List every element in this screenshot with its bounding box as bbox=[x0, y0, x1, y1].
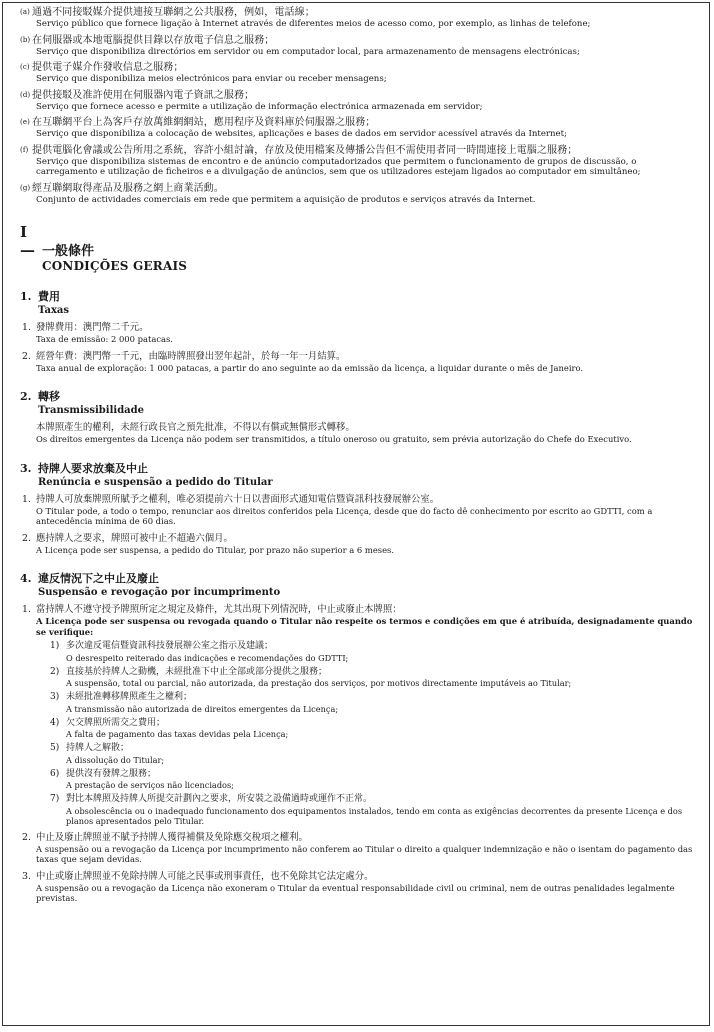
definition-pt: Serviço que disponibiliza meios electrónicos para enviar ou receber mensagens; bbox=[36, 74, 387, 84]
point-number: 1. bbox=[22, 322, 31, 333]
definition-label: (b) bbox=[20, 35, 31, 44]
definition-label: (e) bbox=[20, 118, 30, 126]
definition-zh: 提供接駁及准許使用在伺服器內電子資訊之服務； bbox=[32, 89, 255, 101]
clause-text-zh: 本牌照產生的權利，未經行政長官之預先批准，不得以有償或無償形式轉移。 bbox=[36, 422, 355, 433]
point-pt: O Titular pode, a todo o tempo, renunciar aos direitos conferidos pela Licença, desde que do facto dê conhecimento por escrito ao GDTTI, com a antecedência mínima de 60 dias. bbox=[36, 505, 653, 526]
sub-item bbox=[50, 794, 696, 826]
section-heading bbox=[20, 223, 696, 273]
definition-pt: Conjunto de actividades comerciais em rede que permitem a aquisição de produtos e serviços através da Internet. bbox=[36, 194, 536, 205]
sub-item-zh: 提供沒有發牌之服務； bbox=[66, 768, 157, 779]
clause-title-zh: 違反情況下之中止及廢止 bbox=[38, 572, 159, 585]
definition-pt: Serviço que disponibiliza a colocação de websites, aplicações e bases de dados em servidor acessível através da Internet; bbox=[36, 129, 567, 139]
definition-label: (c) bbox=[20, 63, 30, 71]
definition-zh: 經互聯網取得產品及服務之網上商業活動。 bbox=[32, 182, 224, 194]
sub-item-pt: A falta de pagamento das taxas devidas pela Licença; bbox=[66, 729, 289, 739]
sub-item-zh: 對比本牌照及持牌人所提交計劃內之要求，所安裝之設備過時或運作不正常。 bbox=[66, 794, 373, 804]
clause-point bbox=[22, 604, 696, 637]
point-zh: 中止及廢止牌照並不賦予持牌人獲得補償及免除應交稅項之權利。 bbox=[36, 831, 308, 843]
point-pt: A Licença pode ser suspensa ou revogada quando o Titular não respeite os termos e condições em que é atribuída, designadamente quando se verifique: bbox=[36, 616, 693, 637]
sub-item-pt: A suspensão, total ou parcial, não autorizada, da prestação dos serviços, por motivos directamente imputáveis ao Titular; bbox=[66, 678, 572, 688]
definition-label: (f) bbox=[20, 145, 29, 154]
point-number: 2. bbox=[22, 350, 31, 362]
point-number: 3. bbox=[22, 870, 31, 882]
clause-renuncia bbox=[20, 460, 696, 556]
definition-item bbox=[20, 61, 696, 85]
definition-pt: Serviço público que fornece ligação à Internet através de diferentes meios de acesso como, por exemplo, as linhas de telefone; bbox=[36, 19, 591, 29]
definition-label: (d) bbox=[20, 90, 31, 99]
clause-title-zh: 轉移 bbox=[38, 390, 60, 403]
point-number: 2. bbox=[22, 831, 31, 843]
sub-item bbox=[50, 718, 696, 740]
definition-label: (g) bbox=[20, 183, 31, 192]
point-zh: 當持牌人不遵守授予牌照所定之規定及條件，尤其出現下列情況時，中止或廢止本牌照： bbox=[36, 604, 402, 615]
definitions-list bbox=[20, 6, 696, 205]
section-number: I — bbox=[20, 223, 35, 259]
point-zh: 持牌人可放棄牌照所賦予之權利，唯必須提前六十日以書面形式通知電信暨資訊科技發展辦公室。 bbox=[36, 493, 440, 505]
definition-label: (a) bbox=[20, 8, 30, 16]
sub-item-zh: 欠交牌照所需交之費用； bbox=[66, 717, 166, 728]
sub-item-number: 3) bbox=[50, 692, 60, 702]
point-zh: 應持牌人之要求，牌照可被中止不超過六個月。 bbox=[36, 532, 233, 544]
definition-zh: 在伺服器或本地電腦提供目錄以存放電子信息之服務； bbox=[32, 34, 275, 46]
clause-title-pt: Suspensão e revogação por incumprimento bbox=[38, 587, 281, 598]
clause-point bbox=[22, 351, 696, 374]
definition-zh: 提供電腦化會議或公告所用之系統，容許小組討論，存放及使用檔案及傳播公告但不需使用者同一時間連接上電腦之服務； bbox=[32, 144, 578, 156]
point-pt: A suspensão ou a revogação da Licença não exoneram o Titular da eventual responsabilidade civil ou criminal, nem de outras penalidades legalmente previstas. bbox=[36, 882, 675, 903]
sub-item-number: 5) bbox=[50, 743, 60, 753]
sub-item bbox=[50, 743, 696, 765]
sub-item-pt: A obsolescência ou o inadequado funcionamento dos equipamentos instalados, tendo em conta as exigências decorrentes da presente Licença e dos planos apresentados pelo Titular. bbox=[66, 805, 683, 826]
definition-item bbox=[20, 89, 696, 113]
clause-point bbox=[22, 832, 696, 865]
clause-text-pt: Os direitos emergentes da Licença não podem ser transmitidos, a título oneroso ou gratuito, sem prévia autorização do Chefe do Executivo. bbox=[36, 434, 632, 444]
sub-item bbox=[50, 692, 696, 714]
point-zh: 經營年費：澳門幣一千元，由臨時牌照發出翌年起計，於每一年一月結算。 bbox=[36, 350, 346, 362]
definition-pt: Serviço que disponibiliza sistemas de encontro e de anúncio computadorizados que permitem o funcionamento de grupos de discussão, o carregamento e utilização de ficheiros e a divulgação de anúncios, sem que os utilizadores estejam ligados ao computador em simultâneo; bbox=[36, 156, 641, 177]
document-body bbox=[20, 6, 696, 904]
clause-revogacao bbox=[20, 570, 696, 904]
clause-transmissibilidade bbox=[20, 388, 696, 445]
sub-item-pt: A transmissão não autorizada de direitos emergentes da Licença; bbox=[66, 703, 339, 714]
sub-item-number: 1) bbox=[50, 641, 60, 651]
clause-point bbox=[22, 322, 696, 345]
clause-title-zh: 費用 bbox=[38, 290, 60, 303]
clause-point bbox=[22, 871, 696, 904]
point-pt: A Licença pode ser suspensa, a pedido do Titular, por prazo não superior a 6 meses. bbox=[36, 544, 394, 555]
definition-pt: Serviço que fornece acesso e permite a utilização de informação electrónica armazenada em servidor; bbox=[36, 101, 483, 112]
section-title-zh: 一般條件 bbox=[42, 244, 95, 259]
sub-item bbox=[50, 769, 696, 791]
sub-item-zh: 持牌人之解散； bbox=[66, 743, 130, 753]
sub-item-pt: A prestação de serviços não licenciados; bbox=[66, 780, 234, 790]
clause-text bbox=[36, 422, 696, 445]
sub-item-number: 4) bbox=[50, 717, 60, 728]
clause-taxas bbox=[20, 288, 696, 373]
definition-item bbox=[20, 34, 696, 58]
sub-item-zh: 未經批准轉移牌照產生之權利； bbox=[66, 692, 193, 702]
clause-number: 2. bbox=[20, 390, 32, 403]
sub-item-zh: 多次違反電信暨資訊科技發展辦公室之指示及建議； bbox=[66, 641, 274, 651]
clause-number: 3. bbox=[20, 461, 32, 475]
definition-item bbox=[20, 6, 696, 30]
clause-title-pt: Transmissibilidade bbox=[38, 405, 145, 416]
sub-item-pt: O desrespeito reiterado das indicações e recomendações do GDTTI; bbox=[66, 652, 349, 663]
definition-pt: Serviço que disponibiliza directórios em servidor ou em computador local, para armazenamento de mensagens electrónicas; bbox=[36, 46, 580, 57]
sub-item-pt: A dissolução do Titular; bbox=[66, 754, 165, 765]
point-pt: Taxa de emissão: 2 000 patacas. bbox=[36, 334, 173, 344]
sub-item bbox=[50, 667, 696, 689]
definition-item bbox=[20, 182, 696, 206]
sub-item-number: 6) bbox=[50, 768, 60, 779]
sub-item-zh: 直接基於持牌人之動機，未經批准下中止全部或部分提供之服務； bbox=[66, 666, 328, 677]
section-title-pt: CONDIÇÕES GERAIS bbox=[42, 259, 188, 273]
point-number: 1. bbox=[22, 604, 31, 615]
point-zh: 發牌費用：澳門幣二千元。 bbox=[36, 322, 149, 333]
clause-number: 4. bbox=[20, 572, 32, 585]
clause-point bbox=[22, 533, 696, 556]
clause-title-zh: 持牌人要求放棄及中止 bbox=[38, 461, 148, 475]
point-pt: A suspensão ou a revogação da Licença por incumprimento não conferem ao Titular o direito a qualquer indemnização e não o isentam do pagamento das taxas que sejam devidas. bbox=[36, 843, 693, 864]
point-zh: 中止或廢止牌照並不免除持牌人可能之民事或刑事責任，也不免除其它法定處分。 bbox=[36, 870, 374, 882]
sub-item bbox=[50, 641, 696, 663]
point-number: 1. bbox=[22, 493, 31, 505]
sub-item-number: 2) bbox=[50, 666, 60, 677]
definition-zh: 在互聯網平台上為客戶存放萬維網網站，應用程序及資料庫於伺服器之服務； bbox=[32, 117, 376, 128]
clause-number: 1. bbox=[20, 290, 32, 303]
point-number: 2. bbox=[22, 532, 31, 544]
definition-item bbox=[20, 116, 696, 140]
sub-item-number: 7) bbox=[50, 794, 60, 804]
clause-point bbox=[22, 494, 696, 527]
definition-item bbox=[20, 144, 696, 178]
clause-title-pt: Renúncia e suspensão a pedido do Titular bbox=[38, 476, 273, 488]
point-pt: Taxa anual de exploração: 1 000 patacas, a partir do ano seguinte ao da emissão da licença, a liquidar durante o mês de Janeiro. bbox=[36, 362, 584, 373]
definition-zh: 提供電子媒介作發收信息之服務； bbox=[32, 62, 184, 73]
definition-zh: 通過不同接駁媒介提供連接互聯網之公共服務，例如，電話線； bbox=[32, 7, 315, 18]
clause-title-pt: Taxas bbox=[38, 305, 70, 316]
